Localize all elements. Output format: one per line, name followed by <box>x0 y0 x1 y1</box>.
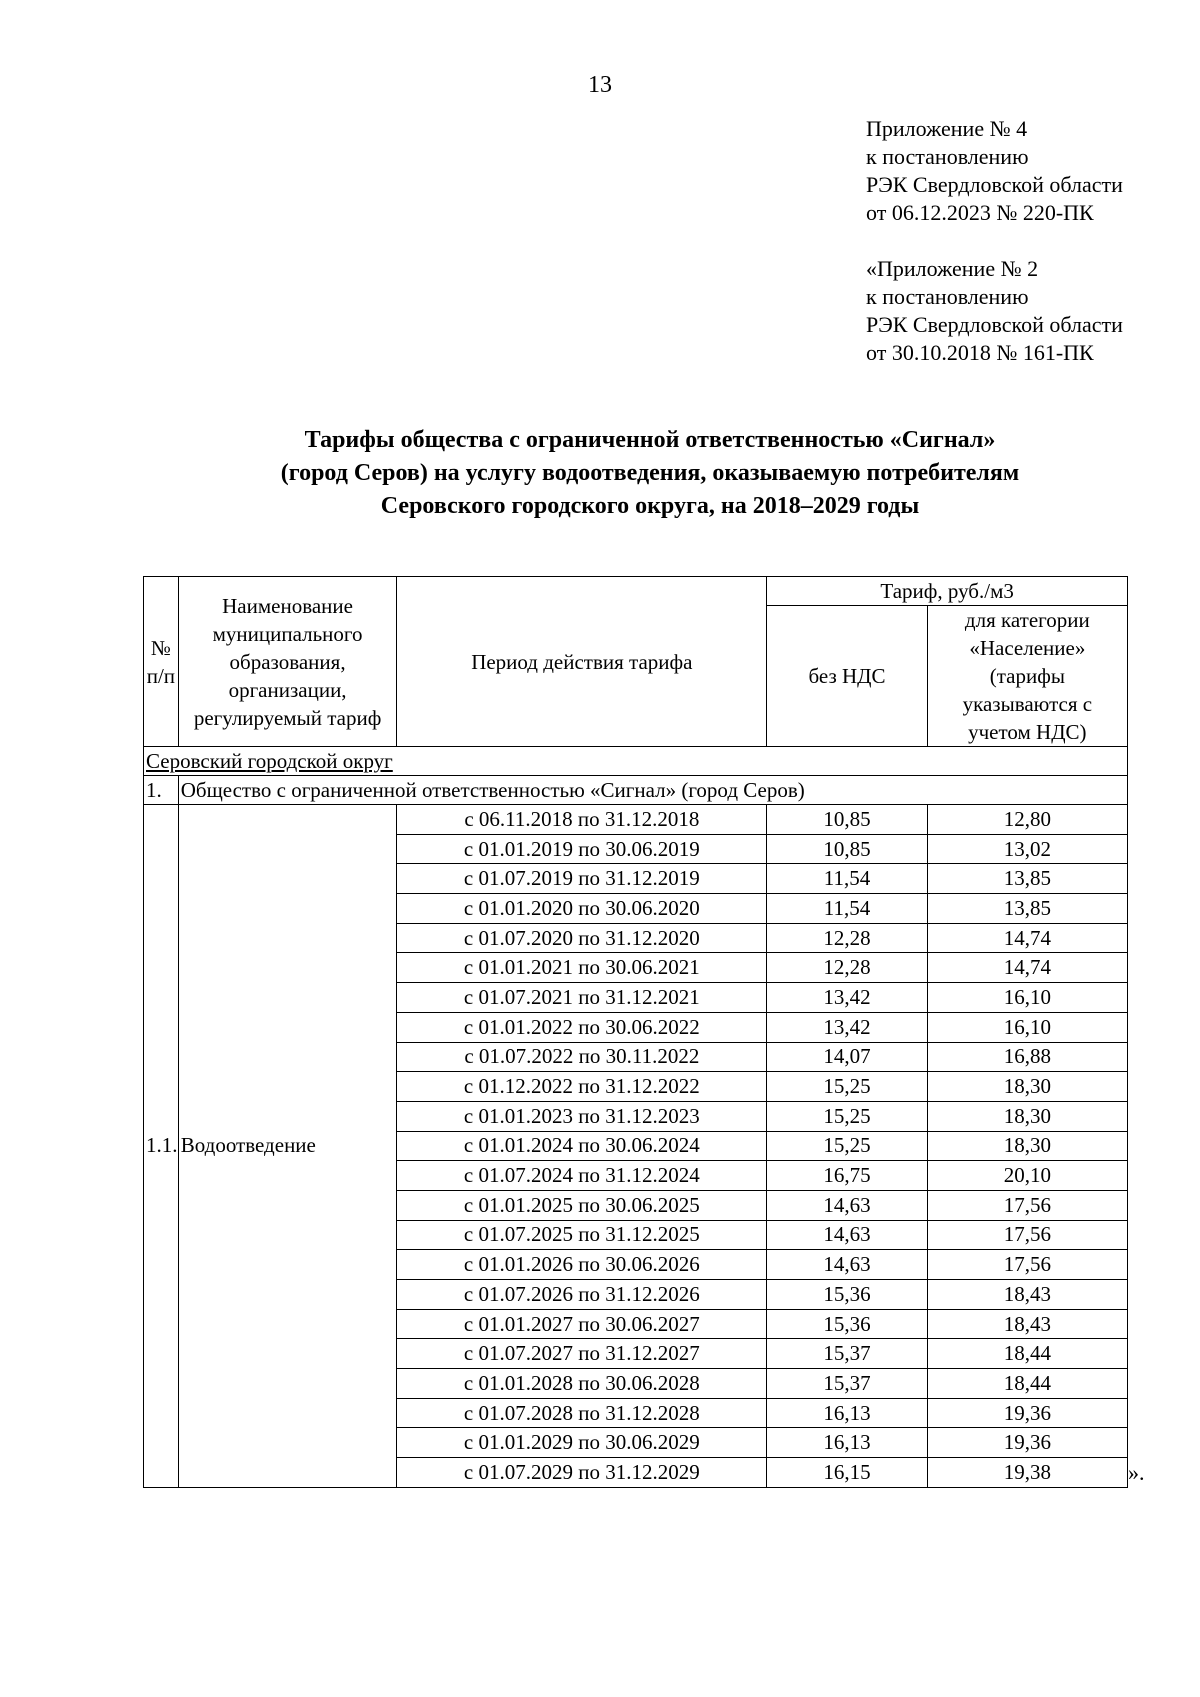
region-row: Серовский городской округ <box>144 747 1128 776</box>
org-number: 1. <box>144 776 179 805</box>
without-vat-cell: 14,63 <box>767 1190 927 1220</box>
without-vat-cell: 11,54 <box>767 864 927 894</box>
population-cell: 14,74 <box>927 953 1127 983</box>
population-cell: 16,10 <box>927 983 1127 1013</box>
without-vat-cell: 15,37 <box>767 1369 927 1399</box>
appendix-original-line: от 30.10.2018 № 161-ПК <box>866 340 1094 365</box>
population-cell: 18,30 <box>927 1131 1127 1161</box>
period-cell: с 01.01.2019 по 30.06.2019 <box>397 834 767 864</box>
period-cell: с 01.01.2020 по 30.06.2020 <box>397 894 767 924</box>
population-cell: 18,30 <box>927 1101 1127 1131</box>
without-vat-cell: 10,85 <box>767 834 927 864</box>
appendix-current-line: Приложение № 4 <box>866 116 1028 141</box>
population-cell: 18,30 <box>927 1072 1127 1102</box>
document-title <box>150 424 1150 523</box>
population-cell: 16,10 <box>927 1012 1127 1042</box>
period-cell: с 01.07.2024 по 31.12.2024 <box>397 1161 767 1191</box>
without-vat-cell: 16,75 <box>767 1161 927 1191</box>
title-line: (город Серов) на услугу водоотведения, оказываемую потребителям <box>280 460 1020 486</box>
period-cell: с 01.07.2020 по 31.12.2020 <box>397 923 767 953</box>
period-cell: с 01.01.2029 по 30.06.2029 <box>397 1428 767 1458</box>
period-cell: с 01.01.2027 по 30.06.2027 <box>397 1309 767 1339</box>
org-name: Общество с ограниченной ответственностью «Сигнал» (город Серов) <box>178 776 1127 805</box>
period-cell: с 06.11.2018 по 31.12.2018 <box>397 805 767 835</box>
page-number: 13 <box>588 72 612 98</box>
without-vat-cell: 15,37 <box>767 1339 927 1369</box>
appendix-original-block <box>866 255 1123 367</box>
without-vat-cell: 12,28 <box>767 953 927 983</box>
population-cell: 13,02 <box>927 834 1127 864</box>
title-line: Тарифы общества с ограниченной ответственностью «Сигнал» <box>304 427 996 453</box>
appendix-current-block <box>866 115 1123 227</box>
without-vat-cell: 16,13 <box>767 1428 927 1458</box>
population-cell: 19,36 <box>927 1428 1127 1458</box>
without-vat-cell: 14,63 <box>767 1220 927 1250</box>
period-cell: с 01.07.2028 по 31.12.2028 <box>397 1398 767 1428</box>
without-vat-cell: 15,36 <box>767 1280 927 1310</box>
table-row <box>144 805 1128 835</box>
without-vat-cell: 10,85 <box>767 805 927 835</box>
header-tariff-group: Тариф, руб./м3 <box>767 577 1128 606</box>
period-cell: с 01.12.2022 по 31.12.2022 <box>397 1072 767 1102</box>
population-cell: 19,38 <box>927 1458 1127 1488</box>
without-vat-cell: 13,42 <box>767 1012 927 1042</box>
period-cell: с 01.01.2025 по 30.06.2025 <box>397 1190 767 1220</box>
without-vat-cell: 14,07 <box>767 1042 927 1072</box>
service-number: 1.1. <box>144 805 179 1488</box>
population-cell: 18,44 <box>927 1369 1127 1399</box>
period-cell: с 01.07.2026 по 31.12.2026 <box>397 1280 767 1310</box>
without-vat-cell: 15,25 <box>767 1072 927 1102</box>
header-period: Период действия тарифа <box>397 577 767 747</box>
without-vat-cell: 15,25 <box>767 1101 927 1131</box>
period-cell: с 01.07.2025 по 31.12.2025 <box>397 1220 767 1250</box>
period-cell: с 01.01.2022 по 30.06.2022 <box>397 1012 767 1042</box>
population-cell: 18,44 <box>927 1339 1127 1369</box>
period-cell: с 01.01.2024 по 30.06.2024 <box>397 1131 767 1161</box>
appendix-current-line: к постановлению <box>866 144 1029 169</box>
without-vat-cell: 12,28 <box>767 923 927 953</box>
without-vat-cell: 11,54 <box>767 894 927 924</box>
without-vat-cell: 16,13 <box>767 1398 927 1428</box>
population-cell: 13,85 <box>927 894 1127 924</box>
service-name: Водоотведение <box>178 805 397 1488</box>
population-cell: 12,80 <box>927 805 1127 835</box>
population-cell: 16,88 <box>927 1042 1127 1072</box>
closing-mark: ». <box>1128 1460 1145 1485</box>
population-cell: 17,56 <box>927 1250 1127 1280</box>
without-vat-cell: 15,36 <box>767 1309 927 1339</box>
population-cell: 18,43 <box>927 1309 1127 1339</box>
population-cell: 19,36 <box>927 1398 1127 1428</box>
population-cell: 20,10 <box>927 1161 1127 1191</box>
period-cell: с 01.07.2027 по 31.12.2027 <box>397 1339 767 1369</box>
appendix-current-line: РЭК Свердловской области <box>866 172 1123 197</box>
without-vat-cell: 14,63 <box>767 1250 927 1280</box>
header-without-vat: без НДС <box>767 606 927 747</box>
tariff-table <box>143 576 1128 1488</box>
header-number: № п/п <box>144 577 179 747</box>
period-cell: с 01.01.2021 по 30.06.2021 <box>397 953 767 983</box>
without-vat-cell: 15,25 <box>767 1131 927 1161</box>
period-cell: с 01.07.2029 по 31.12.2029 <box>397 1458 767 1488</box>
population-cell: 17,56 <box>927 1190 1127 1220</box>
appendix-original-line: РЭК Свердловской области <box>866 312 1123 337</box>
population-cell: 13,85 <box>927 864 1127 894</box>
population-cell: 17,56 <box>927 1220 1127 1250</box>
title-line: Серовского городского округа, на 2018–2029 годы <box>380 493 920 519</box>
period-cell: с 01.01.2028 по 30.06.2028 <box>397 1369 767 1399</box>
period-cell: с 01.01.2026 по 30.06.2026 <box>397 1250 767 1280</box>
period-cell: с 01.07.2021 по 31.12.2021 <box>397 983 767 1013</box>
period-cell: с 01.01.2023 по 31.12.2023 <box>397 1101 767 1131</box>
appendix-original-line: к постановлению <box>866 284 1029 309</box>
population-cell: 14,74 <box>927 923 1127 953</box>
appendix-original-line: «Приложение № 2 <box>866 256 1039 281</box>
appendix-current-line: от 06.12.2023 № 220-ПК <box>866 200 1094 225</box>
population-cell: 18,43 <box>927 1280 1127 1310</box>
header-population: для категории «Население» (тарифы указываются с учетом НДС) <box>927 606 1127 747</box>
period-cell: с 01.07.2022 по 30.11.2022 <box>397 1042 767 1072</box>
period-cell: с 01.07.2019 по 31.12.2019 <box>397 864 767 894</box>
header-organization: Наименование муниципального образования, организации, регулируемый тариф <box>178 577 397 747</box>
without-vat-cell: 13,42 <box>767 983 927 1013</box>
without-vat-cell: 16,15 <box>767 1458 927 1488</box>
